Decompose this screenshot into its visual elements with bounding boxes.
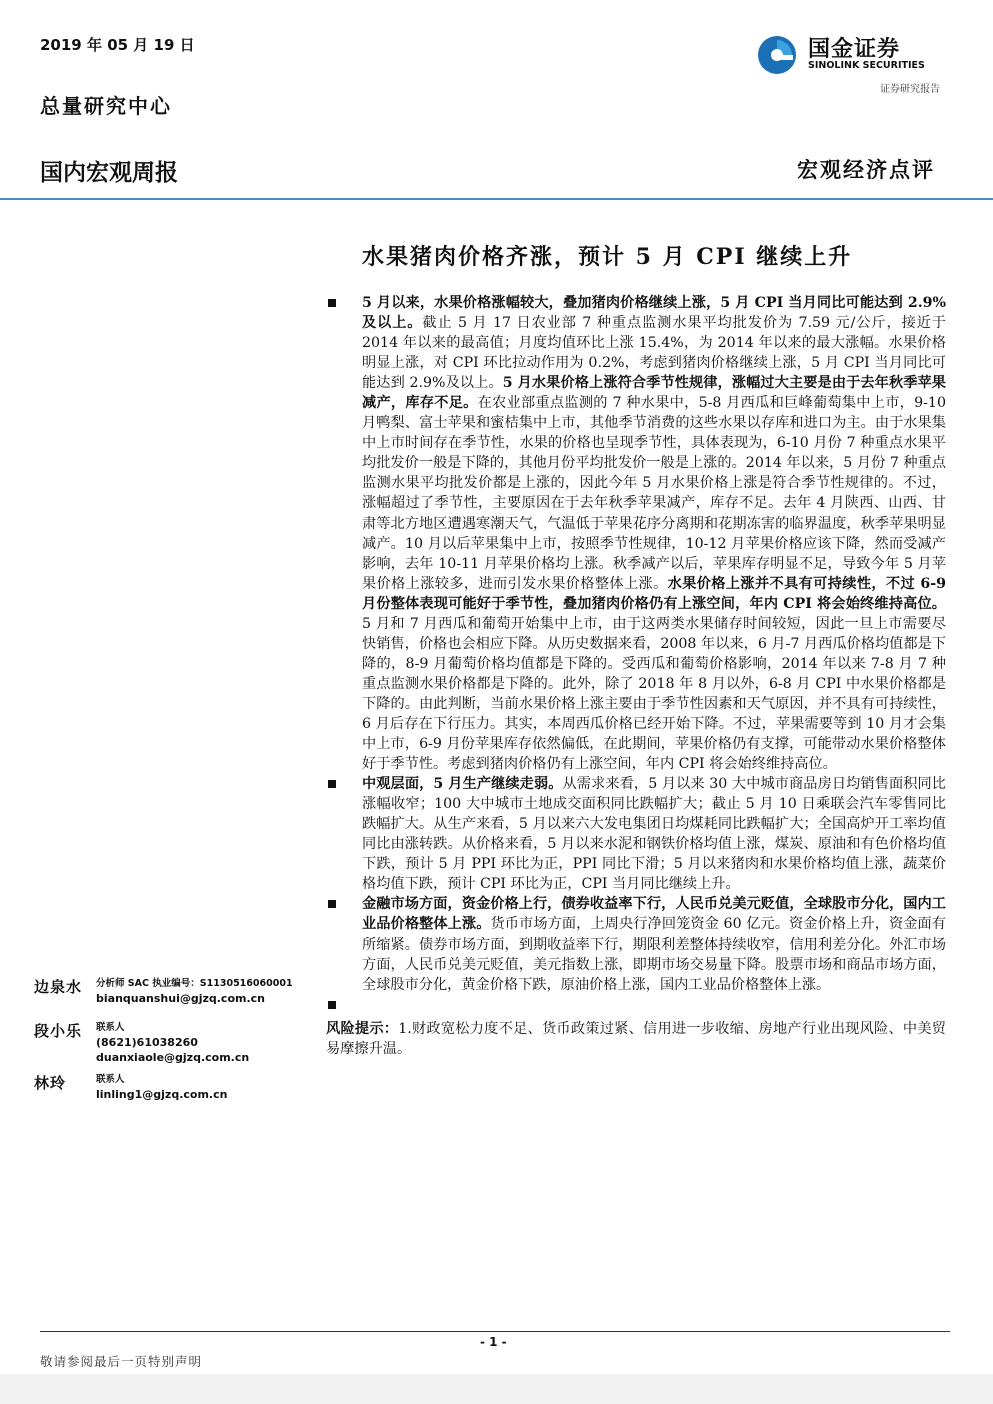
summary-bullet [326,774,946,894]
risk-text: 1.财政宽松力度不足、货币政策过紧、信用进一步收缩、房地产行业出现风险、中美贸易摩擦升温。 [326,1020,946,1057]
summary-bullet [326,894,946,994]
report-type: 国内宏观周报 [40,160,178,186]
empty-bullet [326,995,946,1015]
footer-disclaimer: 敬请参阅最后一页特别声明 [40,1354,203,1369]
report-date: 2019 年 05 月 19 日 [40,36,195,54]
analyst-role: 联系人 [96,1022,125,1033]
logo-english-name: SINOLINK SECURITIES [808,60,925,71]
summary-bullet [326,293,946,774]
bullet-square-icon [328,1001,336,1009]
footer-band [0,1374,993,1404]
research-center: 总量研究中心 [40,94,172,118]
logo-subtitle: 证券研究报告 [880,84,940,95]
body-text: 截止 5 月 17 日农业部 7 种重点监测水果平均批发价为 7.59 元/公斤，接近于 2014 年以来的最高值；月度均值环比上涨 15.4%，为 2014 年以来的最大涨幅。水果价格明显上涨，对 CPI 环比拉动作用为 0.2%，考虑到猪肉价格继续上涨，5 月 CPI 当月同比可能达到 2.9%及以上。 [362,315,946,392]
analyst-entry [34,976,319,1020]
key-point-text: 金融市场方面，资金价格上行，债券收益率下行，人民币兑美元贬值，全球股市分化，国内工业品价格整体上涨。 [362,896,946,933]
key-point-text: 水果价格上涨并不具有可持续性，不过 6-9 月份整体表现可能好于季节性，叠加猪肉价格仍有上涨空间，年内 CPI 将会始终维持高位。 [362,575,946,612]
body-text: 在农业部重点监测的 7 种水果中，5-8 月西瓜和巨峰葡萄集中上市，9-10 月鸭梨、富士苹果和蜜桔集中上市，其他季节消费的这些水果以存库和进口为主。由于水果集中上市时间存在季节性，水果的价格也呈现季节性，具体表现为，6-10 月份 7 种重点水果平均批发价一般是下降的，其他月份平均批发价一般是上涨的。2014 年以来，5 月份 7 种重点监测水果平均批发价都是上涨的，因此今年 5 月水果价格上涨是符合季节性规律的。不过，涨幅超过了季节性，主要原因在于去年秋季苹果减产，库存不足。去年 4 月陕西、山西、甘肃等北方地区遭遇寒潮天气，气温低于苹果花序分离期和花期冻害的临界温度，秋季苹果明显减产。10 月以后苹果集中上市，按照季节性规律，10-12 月苹果价格应该下降，然而受减产影响，去年 10-11 月苹果价格均上涨。秋季减产以后，苹果库存明显不足，导致今年 5 月苹果价格上涨较多，进而引发水果价格整体上涨。 [362,395,946,592]
key-point-text: 5 月水果价格上涨符合季节性规律，涨幅过大主要是由于去年秋季苹果减产，库存不足。 [362,375,946,412]
summary-paragraph [362,894,946,994]
bullet-square-icon [328,780,336,788]
analyst-name: 林玲 [34,1074,67,1092]
analyst-name: 段小乐 [34,1022,83,1040]
key-point-text: 5 月以来，水果价格涨幅较大，叠加猪肉价格继续上涨，5 月 CPI 当月同比可能达到 2.9%及以上。 [362,295,946,332]
risk-warning [326,1019,946,1059]
analyst-role: 联系人 [96,1074,125,1085]
logo-chinese-name: 国金证券 [808,37,901,62]
footer-divider [40,1331,950,1332]
analyst-list [34,976,319,1108]
summary-body [326,293,946,1059]
analyst-entry [34,1020,319,1072]
summary-paragraph [362,293,946,774]
analyst-role: 分析师 SAC 执业编号：S1130516060001 [96,978,293,989]
analyst-email[interactable]: bianquanshui@gjzq.com.cn [96,992,266,1005]
bullet-square-icon [328,900,336,908]
company-logo [756,32,946,95]
report-headline: 水果猪肉价格齐涨，预计 5 月 CPI 继续上升 [362,244,853,270]
analyst-entry [34,1072,319,1108]
key-point-text: 中观层面，5 月生产继续走弱。 [362,776,563,793]
page-number: - 1 - [480,1335,507,1349]
body-text: 从需求来看，5 月以来 30 大中城市商品房日均销售面积同比涨幅收窄；100 大中城市土地成交面积同比跌幅扩大；截止 5 月 10 日乘联会汽车零售同比跌幅扩大。从生产来看，5 月以来六大发电集团日均煤耗同比跌幅扩大；全国高炉开工率均值同比由涨转跌。从价格来看，5 月以来水泥和钢铁价格均值上涨，煤炭、原油和有色价格均值下跌，预计 5 月 PPI 环比为正，PPI 同比下滑；5 月以来猪肉和水果价格均值上涨，蔬菜价格均值下跌，预计 CPI 环比为正，CPI 当月同比继续上升。 [362,776,946,893]
body-text: 货币市场方面，上周央行净回笼资金 60 亿元。资金价格上升，资金面有所缩紧。债券市场方面，到期收益率下行，期限利差整体持续收窄，信用利差分化。外汇市场方面，人民币兑美元贬值，美元指数上涨，即期市场交易量下降。股票市场和商品市场方面，全球股市分化，黄金价格下跌，原油价格上涨，国内工业品价格整体上涨。 [362,916,946,993]
body-text: 5 月和 7 月西瓜和葡萄开始集中上市，由于这两类水果储存时间较短，因此一旦上市需要尽快销售，价格也会相应下降。从历史数据来看，2008 年以来，6 月-7 月西瓜价格均值都是下降的，8-9 月葡萄价格均值都是下降的。受西瓜和葡萄价格影响，2014 年以来 7-8 月 7 种重点监测水果价格都是下降的。此外，除了 2018 年 8 月以外，6-8 月 CPI 中水果价格都是下降的。由此判断，当前水果价格上涨主要由于季节性因素和天气原因，并不具有可持续性，6 月后存在下行压力。其实，本周西瓜价格已经开始下降。不过，苹果需要等到 10 月才会集中上市，6-9 月份苹果库存依然偏低，在此期间，苹果价格仍有支撑，可能带动水果价格整体好于季节性。考虑到猪肉价格仍有上涨空间，年内 CPI 将会始终维持高位。 [362,615,946,773]
analyst-email[interactable]: linling1@gjzq.com.cn [96,1088,228,1101]
report-category: 宏观经济点评 [797,157,935,182]
header-divider [0,198,993,200]
analyst-email[interactable]: duanxiaole@gjzq.com.cn [96,1051,250,1064]
summary-paragraph [362,774,946,894]
analyst-name: 边泉水 [34,978,83,996]
bullet-square-icon [328,299,336,307]
sinolink-logo-icon [756,34,798,76]
analyst-phone: (8621)61038260 [96,1036,198,1049]
risk-label: 风险提示： [326,1020,399,1037]
